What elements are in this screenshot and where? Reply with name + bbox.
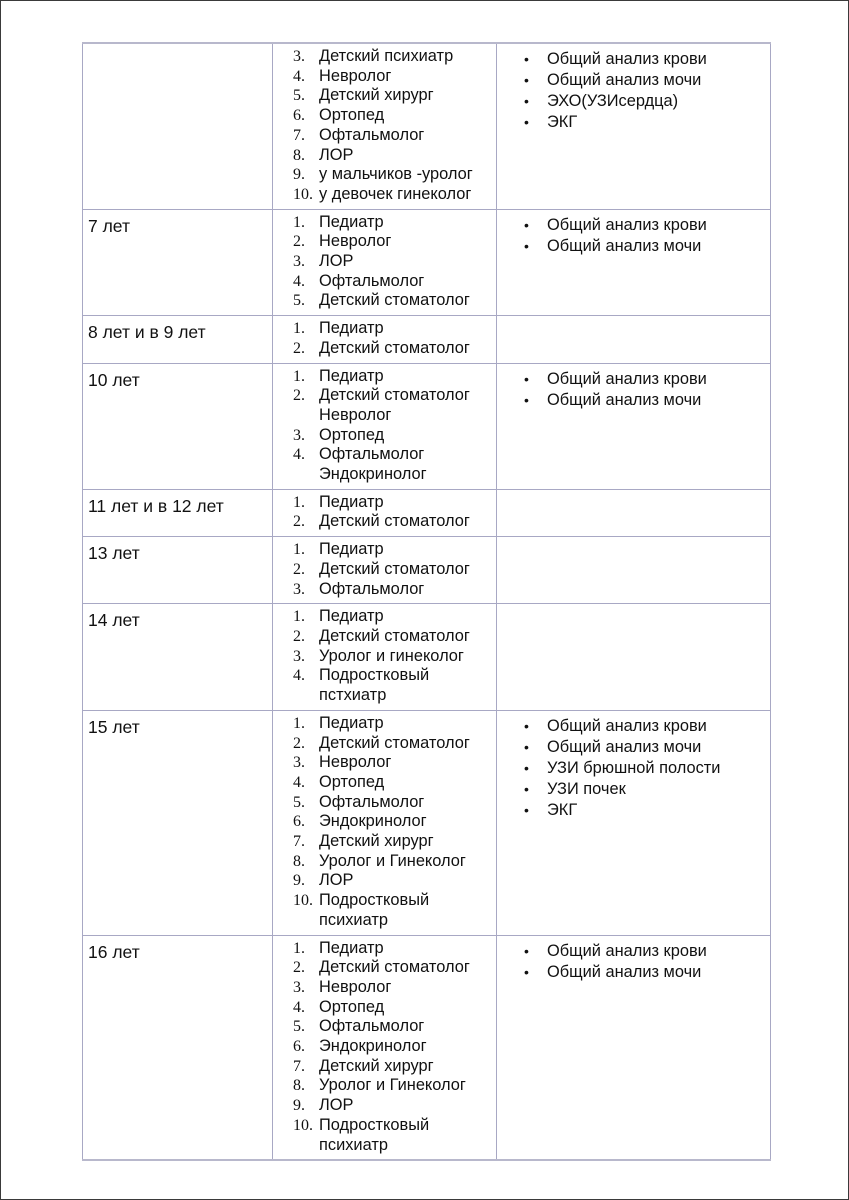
specialist-item <box>293 367 496 387</box>
table-row <box>83 363 771 489</box>
tests-list <box>497 364 770 411</box>
list-number: 9. <box>293 872 305 890</box>
bullet-icon: • <box>524 114 529 130</box>
test-item <box>524 70 770 91</box>
specialist-name: Педиатр <box>319 540 384 559</box>
test-item <box>524 800 770 821</box>
list-number: 2. <box>293 387 305 405</box>
list-number: 1. <box>293 493 305 511</box>
test-name: УЗИ брюшной полости <box>547 758 721 777</box>
specialists-list <box>273 364 496 489</box>
tests-cell <box>497 935 771 1160</box>
specialist-name: психиатр <box>319 1135 388 1154</box>
list-number: 4. <box>293 272 305 290</box>
specialist-name: Невролог <box>319 405 392 424</box>
specialist-item <box>293 753 496 773</box>
age-cell <box>83 316 273 363</box>
specialist-name: Ортопед <box>319 106 385 125</box>
bullet-icon: • <box>524 717 529 734</box>
specialist-item <box>293 627 496 647</box>
specialist-item <box>293 832 496 852</box>
test-item <box>524 941 770 962</box>
specialist-item <box>293 734 496 754</box>
bullet-icon: • <box>524 51 529 67</box>
table-row <box>83 316 771 363</box>
list-number: 8. <box>293 146 305 164</box>
list-number: 4. <box>293 446 305 464</box>
tests-cell <box>497 710 771 935</box>
test-name: Общий анализ мочи <box>547 737 702 756</box>
list-number: 1. <box>293 608 305 626</box>
bullet-icon: • <box>524 942 529 959</box>
specialist-name: Педиатр <box>319 607 384 626</box>
specialist-name: Эндокринолог <box>319 812 427 831</box>
specialist-name: Детский психиатр <box>319 47 454 65</box>
list-number: 2. <box>293 339 305 357</box>
list-number: 3. <box>293 48 305 65</box>
specialists-list <box>273 316 496 362</box>
list-number: 5. <box>293 1018 305 1036</box>
age-label: 8 лет и в 9 лет <box>88 322 206 343</box>
tests-cell <box>497 489 771 536</box>
test-item <box>524 112 770 133</box>
age-label: 10 лет <box>88 369 140 390</box>
list-number: 3. <box>293 647 305 665</box>
specialist-name: Офтальмолог <box>319 445 425 464</box>
specialist-name: Офтальмолог <box>319 1017 425 1036</box>
list-number: 6. <box>293 1038 305 1056</box>
tests-list <box>497 44 770 133</box>
table-row <box>83 537 771 604</box>
age-label <box>83 44 272 49</box>
specialist-name: Детский стоматолог <box>319 386 470 405</box>
list-number: 2. <box>293 513 305 531</box>
specialist-item <box>293 560 496 580</box>
list-number: 4. <box>293 667 305 685</box>
list-number: 3. <box>293 580 305 598</box>
table-row <box>83 935 771 1160</box>
specialists-cell <box>273 604 497 711</box>
list-number: 10. <box>293 185 313 203</box>
specialist-item <box>293 911 496 931</box>
list-number: 3. <box>293 978 305 996</box>
tests-cell <box>497 537 771 604</box>
specialist-item <box>293 939 496 959</box>
age-cell <box>83 43 273 209</box>
specialist-name: Офтальмолог <box>319 792 425 811</box>
specialist-item <box>293 493 496 513</box>
test-name: Общий анализ крови <box>547 716 707 735</box>
test-item <box>524 91 770 112</box>
specialist-name: Детский стоматолог <box>319 559 470 578</box>
specialist-item <box>293 1116 496 1136</box>
test-name: Общий анализ мочи <box>547 962 702 981</box>
test-name: Общий анализ мочи <box>547 390 702 409</box>
specialist-item <box>293 339 496 359</box>
specialist-item <box>293 1037 496 1057</box>
bullet-icon: • <box>524 370 529 387</box>
age-cell <box>83 537 273 604</box>
list-number: 8. <box>293 1077 305 1095</box>
specialist-name: у мальчиков -уролог <box>319 165 473 184</box>
specialist-name: Офтальмолог <box>319 125 425 144</box>
list-number: 7. <box>293 833 305 851</box>
age-label: 14 лет <box>88 610 140 631</box>
specialist-name: Детский хирург <box>319 1056 434 1075</box>
list-number: 1. <box>293 213 305 231</box>
list-number: 3. <box>293 426 305 444</box>
specialist-item <box>293 252 496 272</box>
specialist-name: пстхиатр <box>319 686 387 705</box>
specialists-cell <box>273 537 497 604</box>
specialist-item <box>293 406 496 426</box>
bullet-icon: • <box>524 216 529 233</box>
bullet-icon: • <box>524 801 529 818</box>
list-number: 6. <box>293 107 305 125</box>
test-name: Общий анализ крови <box>547 215 707 234</box>
specialist-item <box>293 146 496 166</box>
specialist-item <box>293 607 496 627</box>
specialist-name: Детский стоматолог <box>319 626 470 645</box>
age-cell <box>83 710 273 935</box>
list-number: 7. <box>293 1057 305 1075</box>
specialist-item <box>293 272 496 292</box>
specialist-name: Детский хирург <box>319 86 434 105</box>
bullet-icon: • <box>524 237 529 254</box>
test-item <box>524 758 770 779</box>
bullet-icon: • <box>524 780 529 797</box>
specialist-item <box>293 232 496 252</box>
list-number: 4. <box>293 998 305 1016</box>
age-cell <box>83 935 273 1160</box>
list-number: 1. <box>293 320 305 338</box>
specialist-name: ЛОР <box>319 252 354 271</box>
specialist-item <box>293 793 496 813</box>
specialist-item <box>293 291 496 311</box>
specialist-name: Офтальмолог <box>319 271 425 290</box>
specialist-item <box>293 978 496 998</box>
test-name: ЭКГ <box>547 113 578 131</box>
tests-cell <box>497 363 771 489</box>
specialists-cell <box>273 489 497 536</box>
tests-list <box>497 711 770 821</box>
specialist-item <box>293 580 496 600</box>
specialists-cell <box>273 363 497 489</box>
age-cell <box>83 604 273 711</box>
bullet-icon: • <box>524 963 529 980</box>
tests-cell <box>497 209 771 316</box>
specialist-item <box>293 445 496 465</box>
specialist-item <box>293 871 496 891</box>
specialist-item <box>293 1136 496 1156</box>
tests-cell <box>497 604 771 711</box>
specialist-item <box>293 891 496 911</box>
specialist-name: Детский хирург <box>319 832 434 851</box>
specialist-item <box>293 465 496 485</box>
specialist-name: Ортопед <box>319 772 385 791</box>
list-number: 9. <box>293 166 305 184</box>
list-number: 5. <box>293 292 305 310</box>
specialist-name: Невролог <box>319 753 392 772</box>
test-name: Общий анализ крови <box>547 50 707 68</box>
specialist-name: Детский стоматолог <box>319 291 470 310</box>
list-number: 3. <box>293 754 305 772</box>
age-label: 16 лет <box>88 941 140 962</box>
specialist-item <box>293 426 496 446</box>
specialist-name: Невролог <box>319 232 392 251</box>
specialist-name: Педиатр <box>319 938 384 957</box>
specialist-item <box>293 185 496 205</box>
test-item <box>524 390 770 411</box>
specialist-name: Невролог <box>319 977 392 996</box>
list-number: 2. <box>293 959 305 977</box>
list-number: 5. <box>293 87 305 105</box>
list-number: 8. <box>293 852 305 870</box>
specialist-name: Педиатр <box>319 713 384 732</box>
specialist-name: Уролог и Гинеколог <box>319 1076 466 1095</box>
test-item <box>524 737 770 758</box>
specialist-item <box>293 998 496 1018</box>
test-item <box>524 716 770 737</box>
age-label: 7 лет <box>88 215 130 236</box>
list-number: 7. <box>293 126 305 144</box>
specialist-name: Подростковый <box>319 1115 430 1134</box>
specialist-name: у девочек гинеколог <box>319 184 472 203</box>
specialist-item <box>293 1017 496 1037</box>
specialist-item <box>293 386 496 406</box>
test-item <box>524 369 770 390</box>
list-number: 1. <box>293 541 305 559</box>
specialist-name: Педиатр <box>319 212 384 231</box>
specialist-item <box>293 1057 496 1077</box>
specialists-cell <box>273 710 497 935</box>
specialist-name: Педиатр <box>319 366 384 385</box>
specialists-cell <box>273 209 497 316</box>
tests-cell <box>497 316 771 363</box>
specialist-name: Подростковый <box>319 666 430 685</box>
list-number: 1. <box>293 939 305 957</box>
specialist-item <box>293 512 496 532</box>
specialist-item <box>293 666 496 686</box>
bullet-icon: • <box>524 738 529 755</box>
age-label: 11 лет и в 12 лет <box>88 495 224 516</box>
specialist-item <box>293 67 496 87</box>
list-number: 10. <box>293 892 313 910</box>
bullet-icon: • <box>524 759 529 776</box>
specialist-name: Подростковый <box>319 891 430 910</box>
specialist-name: Детский стоматолог <box>319 338 470 357</box>
test-item <box>524 49 770 70</box>
specialist-name: Детский стоматолог <box>319 512 470 531</box>
specialist-name: Невролог <box>319 66 392 85</box>
specialist-item <box>293 773 496 793</box>
tests-list <box>497 936 770 983</box>
specialist-name: Эндокринолог <box>319 1037 427 1056</box>
test-name: Общий анализ мочи <box>547 71 702 89</box>
specialist-item <box>293 714 496 734</box>
specialist-item <box>293 1076 496 1096</box>
specialist-item <box>293 958 496 978</box>
checkup-schedule-table <box>82 42 771 1161</box>
list-number: 10. <box>293 1116 313 1134</box>
test-item <box>524 962 770 983</box>
list-number: 2. <box>293 560 305 578</box>
specialist-item <box>293 647 496 667</box>
specialists-list <box>273 44 496 209</box>
list-number: 1. <box>293 714 305 732</box>
specialist-item <box>293 540 496 560</box>
specialists-list <box>273 604 496 710</box>
age-label: 13 лет <box>88 543 140 564</box>
table-row <box>83 489 771 536</box>
list-number: 4. <box>293 773 305 791</box>
specialists-list <box>273 711 496 935</box>
specialist-name: психиатр <box>319 910 388 929</box>
test-name: ЭКГ <box>547 800 578 819</box>
table-row <box>83 43 771 209</box>
specialists-list <box>273 210 496 316</box>
specialists-cell <box>273 935 497 1160</box>
age-label: 15 лет <box>88 716 140 737</box>
table-row <box>83 209 771 316</box>
specialists-cell <box>273 43 497 209</box>
specialist-name: Уролог и гинеколог <box>319 646 464 665</box>
test-name: ЭХО(УЗИсердца) <box>547 92 679 110</box>
specialist-name: Детский стоматолог <box>319 733 470 752</box>
list-number: 9. <box>293 1097 305 1115</box>
test-item <box>524 215 770 236</box>
test-item <box>524 236 770 257</box>
specialist-item <box>293 213 496 233</box>
list-number: 2. <box>293 233 305 251</box>
list-number: 3. <box>293 253 305 271</box>
specialist-name: Офтальмолог <box>319 579 425 598</box>
specialists-list <box>273 537 496 603</box>
specialist-item <box>293 852 496 872</box>
test-name: УЗИ почек <box>547 779 626 798</box>
bullet-icon: • <box>524 391 529 408</box>
test-name: Общий анализ мочи <box>547 236 702 255</box>
specialists-list <box>273 490 496 536</box>
list-number: 2. <box>293 627 305 645</box>
specialist-item <box>293 686 496 706</box>
table-row <box>83 710 771 935</box>
specialist-item <box>293 319 496 339</box>
list-number: 6. <box>293 813 305 831</box>
table-row <box>83 604 771 711</box>
list-number: 4. <box>293 67 305 85</box>
specialist-name: ЛОР <box>319 871 354 890</box>
tests-list <box>497 210 770 257</box>
bullet-icon: • <box>524 72 529 88</box>
specialist-name: Детский стоматолог <box>319 958 470 977</box>
age-cell <box>83 489 273 536</box>
age-cell <box>83 209 273 316</box>
specialist-item <box>293 47 496 67</box>
specialist-name: ЛОР <box>319 145 354 164</box>
specialist-item <box>293 812 496 832</box>
tests-cell <box>497 43 771 209</box>
list-number: 1. <box>293 367 305 385</box>
specialists-cell <box>273 316 497 363</box>
specialist-name: Педиатр <box>319 319 384 338</box>
test-item <box>524 779 770 800</box>
specialist-item <box>293 165 496 185</box>
bullet-icon: • <box>524 93 529 109</box>
specialist-item <box>293 1096 496 1116</box>
specialist-name: Педиатр <box>319 492 384 511</box>
specialist-name: ЛОР <box>319 1096 354 1115</box>
table-body <box>83 43 771 1160</box>
specialist-name: Эндокринолог <box>319 465 427 484</box>
age-cell <box>83 363 273 489</box>
specialist-item <box>293 86 496 106</box>
specialist-name: Ортопед <box>319 425 385 444</box>
specialist-name: Ортопед <box>319 997 385 1016</box>
specialist-item <box>293 106 496 126</box>
test-name: Общий анализ крови <box>547 941 707 960</box>
specialist-name: Уролог и Гинеколог <box>319 851 466 870</box>
list-number: 2. <box>293 734 305 752</box>
test-name: Общий анализ крови <box>547 369 707 388</box>
specialists-list <box>273 936 496 1160</box>
specialist-item <box>293 126 496 146</box>
list-number: 5. <box>293 793 305 811</box>
